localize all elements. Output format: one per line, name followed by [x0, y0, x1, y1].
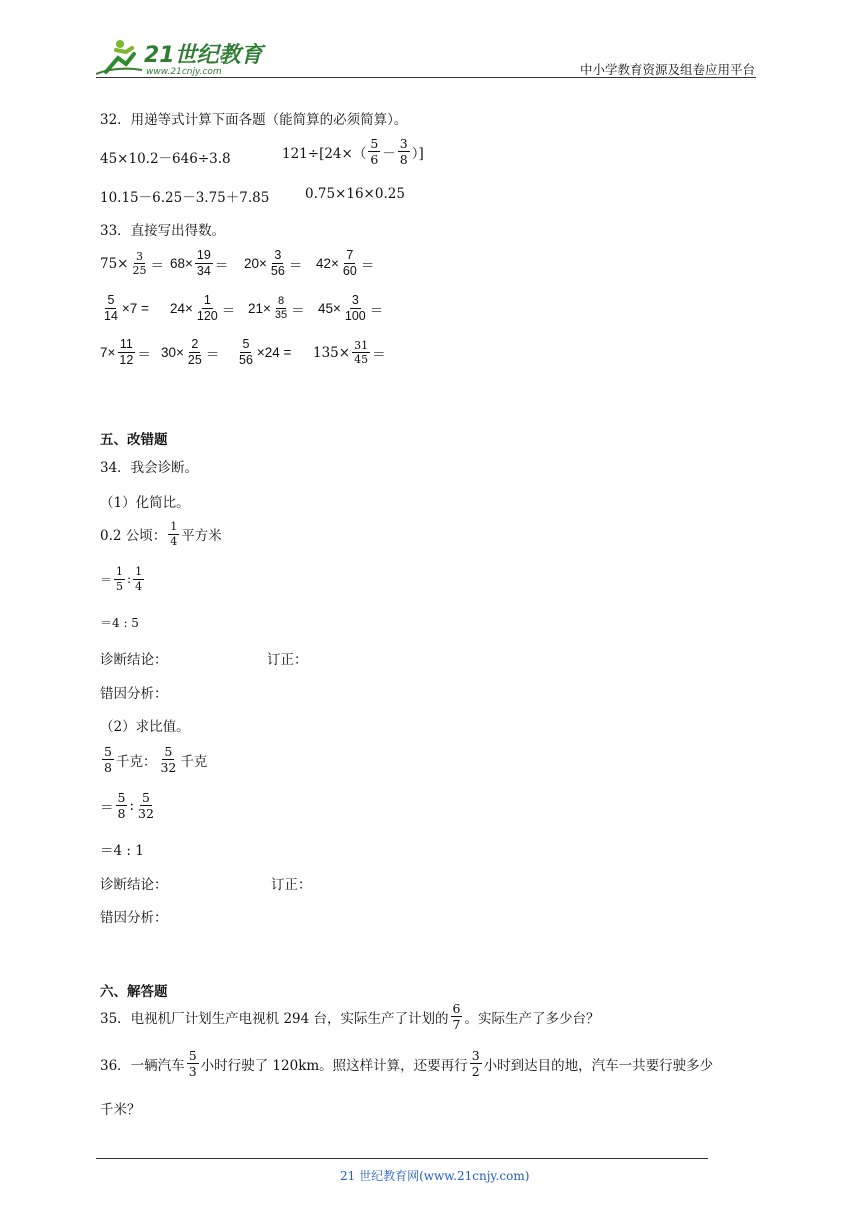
- q32-expr-3: 10.15－6.25－3.75＋7.85: [100, 190, 270, 206]
- q34-p1-line-3: ＝4 : 5: [100, 616, 139, 630]
- logo: [96, 36, 266, 80]
- q33-item: 21× $\frac{8}{35}$ ＝: [248, 294, 305, 322]
- q34-part-1: （1）化简比。: [100, 495, 190, 511]
- q33-item: 24× $\frac{1}{120}$ ＝: [170, 293, 236, 324]
- q33-row-2: [100, 294, 398, 323]
- q36: 36．一辆汽车 $\frac{5}{3}$ 小时行驶了 120km。照这样计算，还要再行 $\frac{3}{2}$ 小时到达目的地，汽车一共要行驶多少: [100, 1048, 714, 1080]
- q34-p1-diagnosis: 诊断结论：: [100, 652, 168, 668]
- q33-item: $\frac{5}{14}$ ×7 =: [104, 293, 149, 324]
- footer-link[interactable]: 21 世纪教育网(www.21cnjy.com): [340, 1169, 530, 1183]
- q33-item: 135× $\frac{31}{45}$ ＝: [313, 338, 386, 367]
- q33-item: $\frac{5}{56}$ ×24 =: [239, 337, 292, 368]
- q34-p2-reason: 错因分析：: [100, 910, 168, 926]
- section-6-title: 六、解答题: [100, 984, 168, 1000]
- q33-item: 42× $\frac{7}{60}$ ＝: [316, 248, 375, 279]
- q32-expr-2-suffix: ）]: [411, 145, 424, 162]
- q33-item: 68× $\frac{19}{34}$ ＝: [170, 248, 229, 279]
- q34-p2-line-1: $\frac{5}{8}$ 千克： $\frac{5}{32}$ 千克: [104, 744, 208, 776]
- runner-logo-icon: [96, 36, 266, 80]
- q34-p1-reason: 错因分析：: [100, 686, 168, 702]
- section-5-title: 五、改错题: [100, 432, 168, 448]
- footer-divider: [96, 1158, 708, 1159]
- q32-expr-4: 0.75×16×0.25: [305, 186, 405, 202]
- q33-title: 33．直接写出得数。: [100, 223, 226, 239]
- q34-title: 34．我会诊断。: [100, 460, 199, 476]
- q33-row-3: [100, 338, 393, 367]
- q33-item: 30× $\frac{2}{25}$ ＝: [161, 337, 220, 368]
- q32-expr-1: 45×10.2－646÷3.8: [100, 151, 231, 167]
- q32-title: 32．用递等式计算下面各题（能简算的必须简算）。: [100, 112, 408, 128]
- q32-expr-2-prefix: 121÷[24×（: [282, 145, 367, 162]
- q36-continued: 千米？: [100, 1102, 141, 1118]
- q34-p2-line-2: ＝ $\frac{5}{8}$ : $\frac{5}{32}$: [100, 790, 154, 822]
- header-platform-text: 中小学教育资源及组卷应用平台: [579, 62, 755, 77]
- q32-expr-2: [282, 137, 424, 166]
- q33-item: 75× $\frac{3}{25}$ ＝: [100, 249, 164, 278]
- q35: 35．电视机厂计划生产电视机 294 台，实际生产了计划的 $\frac{6}{7}$ 。实际生产了多少台？: [100, 1001, 600, 1033]
- header-divider: [96, 77, 756, 78]
- q34-p1-correction: 订正：: [267, 652, 308, 668]
- q33-item: 45× $\frac{3}{100}$ ＝: [318, 293, 384, 324]
- fraction: $\frac{3}{8}$: [399, 136, 408, 168]
- q33-item: 7× $\frac{11}{12}$ ＝: [100, 337, 151, 368]
- q34-p2-line-3: ＝4 : 1: [100, 843, 144, 859]
- q34-p2-diagnosis: 诊断结论：: [100, 877, 168, 893]
- q34-p1-line-2: ＝ $\frac{1}{5}$ : $\frac{1}{4}$: [100, 565, 143, 593]
- q34-p1-line-1: 0.2 公顷： $\frac{1}{4}$ 平方米: [100, 520, 222, 548]
- logo-text: 21世纪教育: [144, 43, 263, 68]
- q33-row-1: [100, 249, 388, 278]
- fraction: $\frac{5}{6}$: [370, 136, 379, 168]
- q33-item: 20× $\frac{3}{56}$ ＝: [244, 248, 303, 279]
- minus-sign: －: [382, 145, 396, 162]
- logo-url: www.21cnjy.com: [146, 67, 222, 77]
- q34-p2-correction: 订正：: [271, 877, 312, 893]
- q34-part-2: （2）求比值。: [100, 719, 190, 735]
